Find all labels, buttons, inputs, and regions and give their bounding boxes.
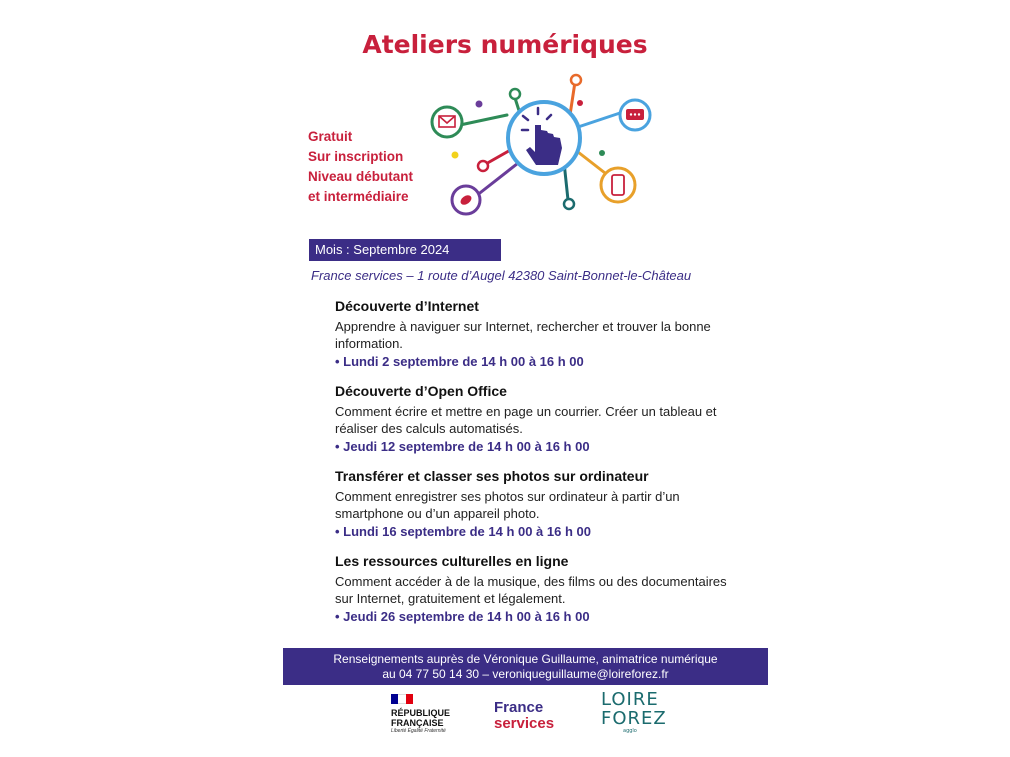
workshop-description: Comment accéder à de la musique, des films ou des documentaires sur Internet, gratuitement et légalement. xyxy=(335,574,727,606)
workshop-title: Transférer et classer ses photos sur ordinateur xyxy=(335,468,649,484)
workshop-date: • Lundi 16 septembre de 14 h 00 à 16 h 00 xyxy=(335,524,591,539)
email-icon xyxy=(432,107,462,137)
contact-banner xyxy=(283,648,768,685)
workshop-title: Les ressources culturelles en ligne xyxy=(335,553,569,569)
tagline-line: et intermédiaire xyxy=(308,189,409,204)
tagline xyxy=(308,127,413,207)
mouse-icon xyxy=(452,186,480,214)
workshop-description: Comment écrire et mettre en page un courrier. Créer un tableau et réaliser des calculs automatisés. xyxy=(335,404,717,436)
workshop-description: Apprendre à naviguer sur Internet, rechercher et trouver la bonne information. xyxy=(335,319,711,351)
month-banner: Mois : Septembre 2024 xyxy=(309,239,501,261)
workshop-date: • Jeudi 26 septembre de 14 h 00 à 16 h 00 xyxy=(335,609,590,624)
tagline-line: Gratuit xyxy=(308,129,353,144)
republique-francaise-logo xyxy=(391,694,450,734)
logo-row xyxy=(283,690,768,745)
workshop-description: Comment enregistrer ses photos sur ordinateur à partir d’un smartphone ou d’un appareil photo. xyxy=(335,489,680,521)
logo-text: FOREZ xyxy=(601,708,667,729)
workshop-date: • Jeudi 12 septembre de 14 h 00 à 16 h 00 xyxy=(335,439,590,454)
smartphone-icon xyxy=(601,168,635,202)
workshop-item xyxy=(335,298,735,369)
logo-text: services xyxy=(494,715,555,732)
workshop-title: Découverte d’Open Office xyxy=(335,383,507,399)
workshop-list xyxy=(335,298,735,638)
workshop-item xyxy=(335,383,735,454)
tagline-line: Niveau débutant xyxy=(308,169,414,184)
logo-text: RÉPUBLIQUE xyxy=(391,708,451,718)
chat-icon xyxy=(620,100,650,130)
page-title: Ateliers numériques xyxy=(362,30,648,59)
address: France services – 1 route d’Augel 42380 Saint-Bonnet-le-Château xyxy=(311,268,692,283)
contact-line: Renseignements auprès de Véronique Guillaume, animatrice numérique xyxy=(333,652,718,666)
logo-text: France xyxy=(494,699,544,716)
workshop-item xyxy=(335,468,735,539)
flag-icon xyxy=(391,694,413,704)
logo-motto: Liberté Égalité Fraternité xyxy=(391,728,446,734)
network-illustration xyxy=(420,70,660,220)
workshop-date: • Lundi 2 septembre de 14 h 00 à 16 h 00 xyxy=(335,354,584,369)
contact-line[interactable]: au 04 77 50 14 30 – veroniqueguillaume@loireforez.fr xyxy=(382,667,669,681)
logo-text: agglo xyxy=(623,728,637,734)
loire-forez-logo xyxy=(601,690,667,734)
logo-text: FRANÇAISE xyxy=(391,718,444,728)
workshop-item xyxy=(335,553,735,624)
france-services-logo xyxy=(494,700,554,732)
workshop-title: Découverte d’Internet xyxy=(335,298,479,314)
logo-text: LOIRE xyxy=(601,689,659,710)
tagline-line: Sur inscription xyxy=(308,149,404,164)
